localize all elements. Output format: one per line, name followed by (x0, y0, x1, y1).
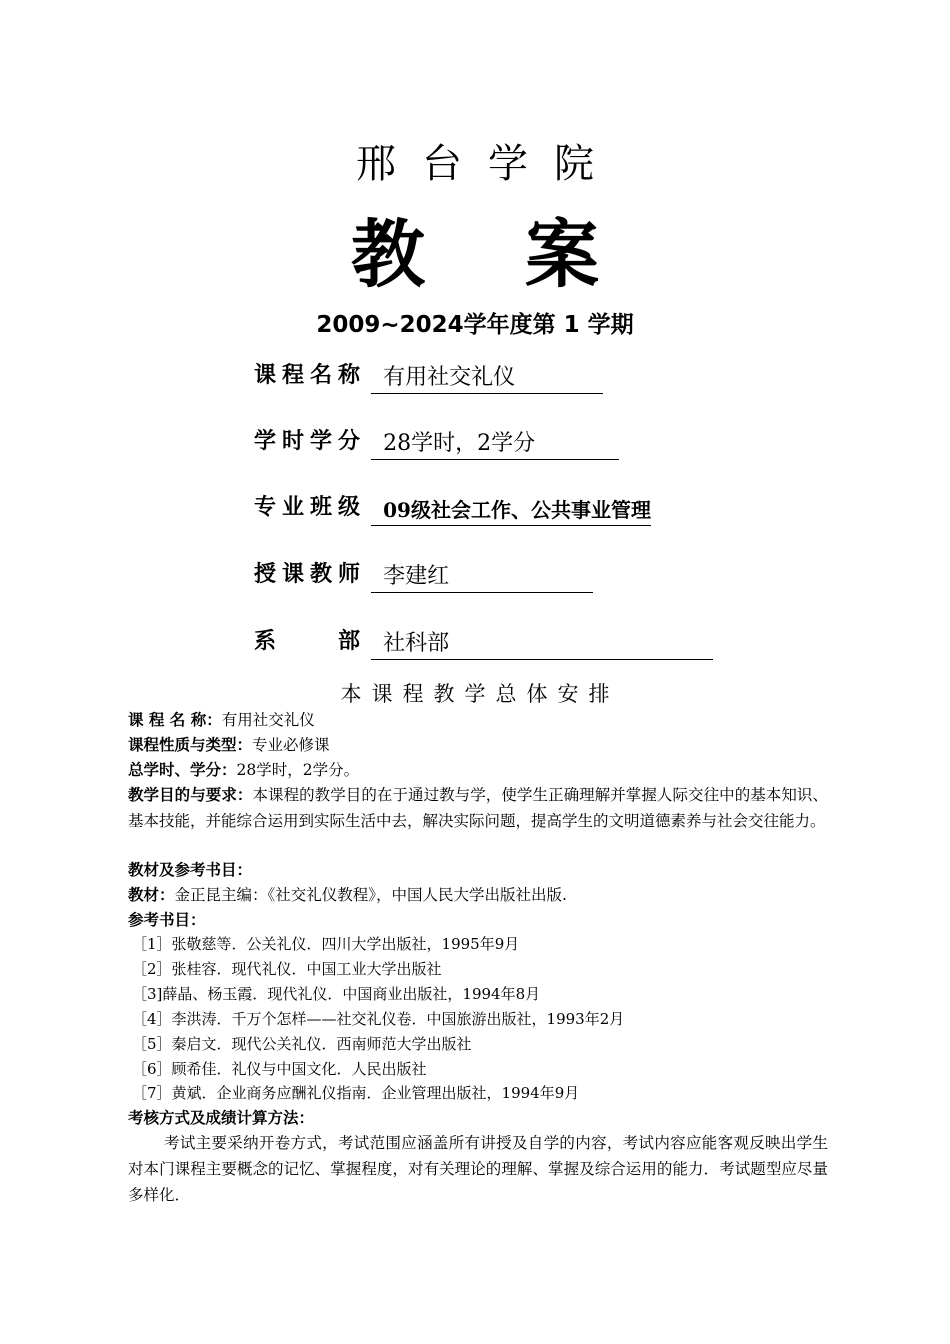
overview-title: 本课程教学总体安排 (340, 682, 620, 706)
exam-heading (128, 1106, 314, 1130)
exam-label: 考核方式及成绩计算方法： (128, 1109, 315, 1127)
department-value: 社科部 (371, 629, 713, 660)
books-label: 教材及参考书目： (128, 861, 253, 879)
overview-course-name (128, 708, 315, 732)
overview-course-nature-value: 专业必修课 (252, 736, 330, 754)
reference-item: ［6］顾希佳．礼仪与中国文化．人民出版社 (132, 1060, 427, 1078)
reference-item: ［2］张桂容．现代礼仪．中国工业大学出版社 (132, 960, 442, 978)
hours-credits-row (254, 424, 619, 460)
overview-hours-value: 28学时，2学分。 (236, 761, 360, 779)
major-class-label: 专业班级 (254, 495, 367, 520)
references-heading (128, 908, 206, 932)
textbook-line (128, 883, 567, 907)
textbook-label: 教材： (128, 886, 175, 904)
exam-paragraph: 考试主要采纳开卷方式，考试范围应涵盖所有讲授及自学的内容，考试内容应能客观反映出学生对本门课程主要概念的记忆、掌握程度，对有关理论的理解、掌握及综合运用的能力．考试题型应尽量多样化． (128, 1134, 828, 1204)
hours-credits-label: 学时学分 (254, 429, 367, 454)
reference-item: ［4］李洪涛．千万个怎样——社交礼仪卷．中国旅游出版社，1993年2月 (132, 1010, 625, 1028)
document-title: 教案 (351, 212, 699, 298)
reference-item: ［7］黄斌．企业商务应酬礼仪指南．企业管理出版社，1994年9月 (132, 1084, 580, 1102)
overview-course-name-label: 课 程 名 称： (128, 711, 222, 729)
course-name-label: 课程名称 (254, 363, 367, 388)
academic-term: 2009~2024学年度第 1 学期 (316, 312, 634, 338)
reference-item: ［1］张敬慈等．公关礼仪．四川大学出版社，1995年9月 (132, 935, 520, 953)
department-row (254, 624, 713, 660)
major-class-value: 09级社会工作、公共事业管理 (371, 495, 651, 526)
school-name: 邢台学院 (356, 141, 620, 187)
teaching-goal-label: 教学目的与要求： (128, 786, 253, 804)
course-name-row (254, 358, 603, 394)
teacher-label: 授课教师 (254, 562, 367, 587)
major-class-row (254, 490, 651, 526)
teaching-goal-text: 本课程的教学目的在于通过教与学，使学生正确理解并掌握人际交往中的基本知识、基本技能，并能综合运用到实际生活中去，解决实际问题，提高学生的文明道德素养与社会交往能力。 (128, 786, 828, 830)
overview-course-nature-label: 课程性质与类型： (128, 736, 253, 754)
course-name-value: 有用社交礼仪 (371, 363, 603, 394)
hours-credits-value: 28学时，2学分 (371, 429, 619, 460)
department-label: 系 部 (254, 629, 367, 654)
overview-course-nature (128, 733, 330, 757)
overview-course-name-value: 有用社交礼仪 (221, 711, 315, 729)
teacher-value: 李建红 (371, 562, 593, 593)
teaching-goal-paragraph (128, 782, 828, 834)
overview-hours (128, 758, 359, 782)
books-heading (128, 858, 252, 882)
reference-item: ［5］秦启文．现代公关礼仪．西南师范大学出版社 (132, 1035, 472, 1053)
references-label: 参考书目： (128, 911, 206, 929)
overview-hours-label: 总学时、学分： (128, 761, 237, 779)
teacher-row (254, 557, 593, 593)
textbook-value: 金正昆主编：《社交礼仪教程》，中国人民大学出版社出版. (174, 886, 567, 904)
reference-item: ［3]薛晶、杨玉霞．现代礼仪．中国商业出版社，1994年8月 (132, 985, 541, 1003)
